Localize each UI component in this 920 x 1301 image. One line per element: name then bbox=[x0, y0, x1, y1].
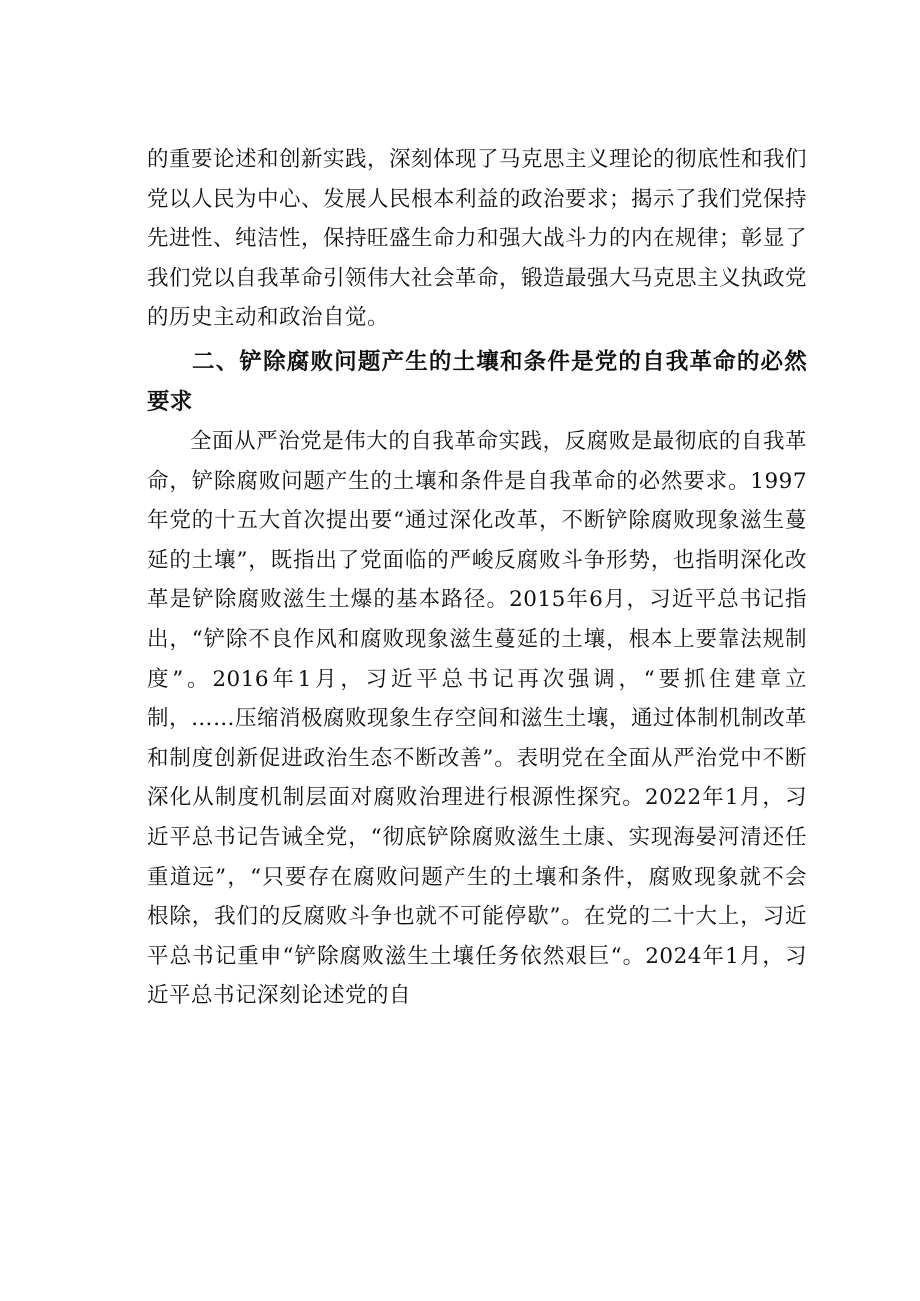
section-heading: 二、铲除腐败问题产生的土壤和条件是党的自我革命的必然要求 bbox=[147, 348, 807, 415]
document-page bbox=[147, 140, 807, 1016]
body-paragraph: 的重要论述和创新实践，深刻体现了马克思主义理论的彻底性和我们党以人民为中心、发展人民根本利益的政治要求；揭示了我们党保持先进性、纯洁性，保持旺盛生命力和强大战斗力的内在规律；彰显了我们党以自我革命引领伟大社会革命，锻造最强大马克思主义执政党的历史主动和政治自觉。 bbox=[147, 147, 808, 331]
body-paragraph: 全面从严治党是伟大的自我革命实践，反腐败是最彻底的自我革命，铲除腐败问题产生的土壤和条件是自我革命的必然要求。1997年党的十五大首次提出要“通过深化改革，不断铲除腐败现象滋生蔓延的土壤”，既指出了党面临的严峻反腐败斗争形势，也指明深化改革是铲除腐败滋生土爆的基本路径。2015年6月，习近平总书记指出，“铲除不良作风和腐败现象滋生蔓延的土壤，根本上要靠法规制度”。2016年1月，习近平总书记再次强调，“要抓住建章立制，……压缩消极腐败现象生存空间和滋生土壤，通过体制机制改革和制度创新促进政治生态不断改善”。表明党在全面从严治党中不断深化从制度机制层面对腐败治理进行根源性探究。2022年1月，习近平总书记告诫全党，“彻底铲除腐败滋生土康、实现海晏河清还任重道远”，“只要存在腐败问题产生的土壤和条件，腐败现象就不会根除，我们的反腐败斗争也就不可能停歇”。在党的二十大上，习近平总书记重申“铲除腐败滋生土壤任务依然艰巨“。2024年1月，习近平总书记深刻论述党的自 bbox=[147, 428, 808, 1009]
